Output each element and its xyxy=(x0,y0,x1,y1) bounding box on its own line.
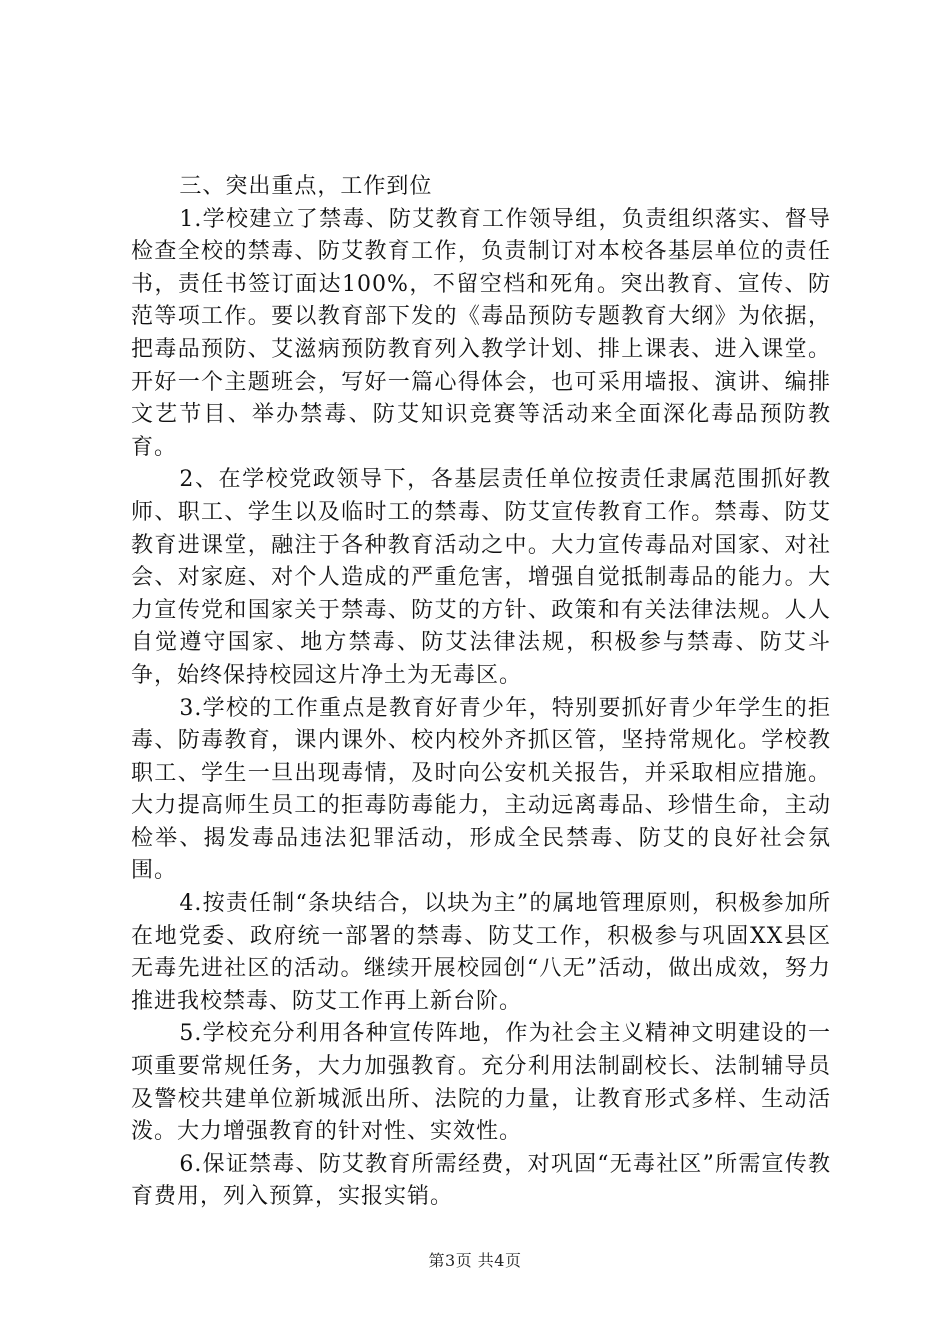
paragraph-2: 2、在学校党政领导下，各基层责任单位按责任隶属范围抓好教师、职工、学生以及临时工的禁毒、防艾宣传教育工作。禁毒、防艾教育进课堂，融注于各种教育活动之中。大力宣传毒品对国家、对社会、对家庭、对个人造成的严重危害，增强自觉抵制毒品的能力。大力宣传党和国家关于禁毒、防艾的方针、政策和有关法律法规。人人自觉遵守国家、地方禁毒、防艾法律法规，积极参与禁毒、防艾斗争，始终保持校园这片净土为无毒区。 xyxy=(131,467,831,688)
section-heading: 三、突出重点，工作到位 xyxy=(179,174,433,199)
document-body xyxy=(131,171,831,1214)
paragraph-1: 1.学校建立了禁毒、防艾教育工作领导组，负责组织落实、督导检查全校的禁毒、防艾教育工作，负责制订对本校各基层单位的责任书，责任书签订面达100%，不留空档和死角。突出教育、宣传、防范等项工作。要以教育部下发的《毒品预防专题教育大纲》为依据，把毒品预防、艾滋病预防教育列入教学计划、排上课表、进入课堂。开好一个主题班会，写好一篇心得体会，也可采用墙报、演讲、编排文艺节目、举办禁毒、防艾知识竞赛等活动来全面深化毒品预防教育。 xyxy=(131,206,831,460)
paragraph-3: 3.学校的工作重点是教育好青少年，特别要抓好青少年学生的拒毒、防毒教育，课内课外、校内校外齐抓区管，坚持常规化。学校教职工、学生一旦出现毒情，及时向公安机关报告，并采取相应措施。大力提高师生员工的拒毒防毒能力，主动远离毒品、珍惜生命，主动检举、揭发毒品违法犯罪活动，形成全民禁毒、防艾的良好社会氛围。 xyxy=(131,695,831,884)
paragraph-5: 5.学校充分利用各种宣传阵地，作为社会主义精神文明建设的一项重要常规任务，大力加强教育。充分利用法制副校长、法制辅导员及警校共建单位新城派出所、法院的力量，让教育形式多样、生动活泼。大力增强教育的针对性、实效性。 xyxy=(131,1021,831,1145)
paragraph-4: 4.按责任制“条块结合，以块为主”的属地管理原则，积极参加所在地党委、政府统一部署的禁毒、防艾工作，积极参与巩固XX县区无毒先进社区的活动。继续开展校园创“八无”活动，做出成效，努力推进我校禁毒、防艾工作再上新台阶。 xyxy=(131,891,831,1014)
page-number-footer: 第3页 共4页 xyxy=(428,1251,522,1270)
paragraph-6: 6.保证禁毒、防艾教育所需经费，对巩固“无毒社区”所需宣传教育费用，列入预算，实报实销。 xyxy=(131,1151,831,1210)
